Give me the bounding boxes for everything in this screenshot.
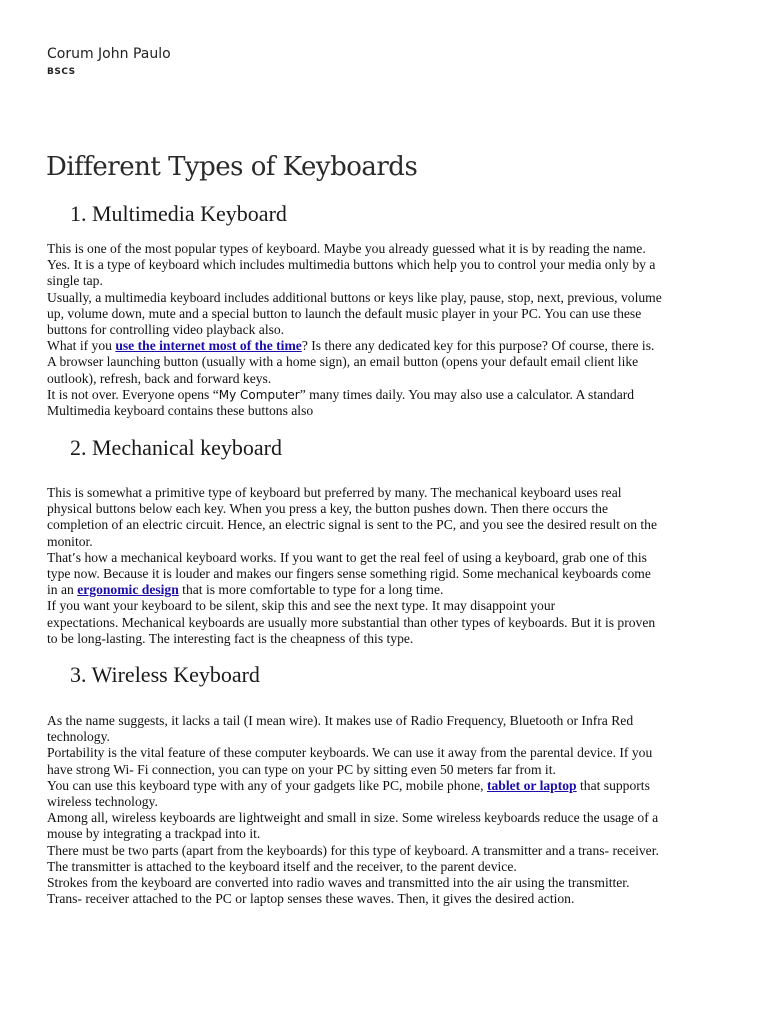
text-line: have strong Wi- Fi connection, you can type on your PC by sitting even 50 meters far from it. [47,761,556,777]
text-line [47,338,727,354]
text-line: outlook), refresh, back and forward keys. [47,370,272,386]
text-line: This is somewhat a primitive type of keyboard but preferred by many. The mechanical keyboard uses real [47,485,622,500]
text-line: monitor. [47,533,93,549]
text-line: type now. Because it is louder and makes our fingers sense something rigid. Some mechanical keyboards come [47,566,651,582]
text-line: A browser launching button (usually with a home sign), an email button (opens your default email client like [47,354,639,370]
text-line: Trans- receiver attached to the PC or laptop senses these waves. Then, it gives the desired action. [47,891,575,907]
link-ergonomic-design[interactable]: ergonomic design [77,582,179,598]
text-fragment: It is not over. Everyone opens “ [47,386,219,402]
section-heading-mechanical: 2. Mechanical keyboard [70,435,282,460]
text-fragment: That [47,549,72,565]
text-fragment: ’ [71,550,76,565]
text-line: technology. [47,729,110,745]
text-line: If you want your keyboard to be silent, skip this and see the next type. It may disappoint your [47,598,556,614]
link-use-the-internet[interactable]: use the internet most of the time [115,338,302,354]
text-line: Among all, wireless keyboards are lightweight and small in size. Some wireless keyboards reduce the usage of a [47,810,659,826]
section-body-wireless [47,713,727,907]
text-line: wireless technology. [47,794,158,810]
section-heading-multimedia: 1. Multimedia Keyboard [70,201,287,226]
text-fragment: ? Is there any dedicated key for this purpose? Of course, there is. [301,338,655,354]
text-line: Yes. It is a type of keyboard which includes multimedia buttons which help you to control your media only by a [47,257,656,273]
text-line: single tap. [47,273,103,289]
text-fragment: You can use this keyboard type with any of your gadgets like PC, mobile phone, [47,777,487,793]
text-line: As the name suggests, it lacks a tail (I mean wire). It makes use of Radio Frequency, Bluetooth or Infra Red [47,713,634,728]
text-line: Usually, a multimedia keyboard includes additional buttons or keys like play, pause, stop, next, previous, volume [47,289,662,305]
text-line: physical buttons below each key. When you press a key, the button pushes down. Then there occurs the [47,501,608,517]
text-line: Portability is the vital feature of these computer keyboards. We can use it away from the parental device. If you [47,745,653,761]
text-fragment: in an [47,582,78,598]
text-line: Multimedia keyboard contains these buttons also [47,403,314,419]
author-name: Corum John Paulo [47,46,171,62]
text-fragment: My Computer [218,387,300,402]
text-line: up, volume down, mute and a special button to launch the default music player in your PC. You can use these [47,305,642,321]
section-body-mechanical [47,485,727,647]
text-fragment: ” many times daily. You may also use a calculator. A standard [299,386,635,402]
text-fragment: that supports [576,777,650,793]
text-line: Strokes from the keyboard are converted into radio waves and transmitted into the air using the transmitter. [47,875,630,891]
text-fragment: s how a mechanical keyboard works. If you want to get the real feel of using a keyboard, grab one of this [75,549,647,565]
text-line: expectations. Mechanical keyboards are usually more substantial than other types of keyboards. But it is proven [47,614,656,630]
text-fragment: What if you [47,338,116,354]
text-line [47,778,727,794]
text-line [47,582,727,598]
text-line: There must be two parts (apart from the keyboards) for this type of keyboard. A transmitter and a trans- receiver. [47,842,659,858]
document-title: Different Types of Keyboards [46,152,418,182]
text-line: buttons for controlling video playback also. [47,322,285,338]
section-heading-wireless: 3. Wireless Keyboard [70,662,260,687]
text-line: to be long-lasting. The interesting fact is the cheapness of this type. [47,630,414,646]
text-line [47,387,727,403]
text-fragment: that is more comfortable to type for a long time. [178,582,444,598]
text-line: completion of an electric circuit. Hence, an electric signal is sent to the PC, and you see the desired result on the [47,517,658,533]
link-tablet-or-laptop[interactable]: tablet or laptop [486,777,577,793]
department-label: BSCS [47,67,76,77]
text-line: This is one of the most popular types of keyboard. Maybe you already guessed what it is by reading the name. [47,241,646,256]
section-body-multimedia [47,241,727,419]
text-line: The transmitter is attached to the keyboard itself and the receiver, to the parent device. [47,858,517,874]
text-line: mouse by integrating a trackpad into it. [47,826,261,842]
text-line [47,550,727,566]
